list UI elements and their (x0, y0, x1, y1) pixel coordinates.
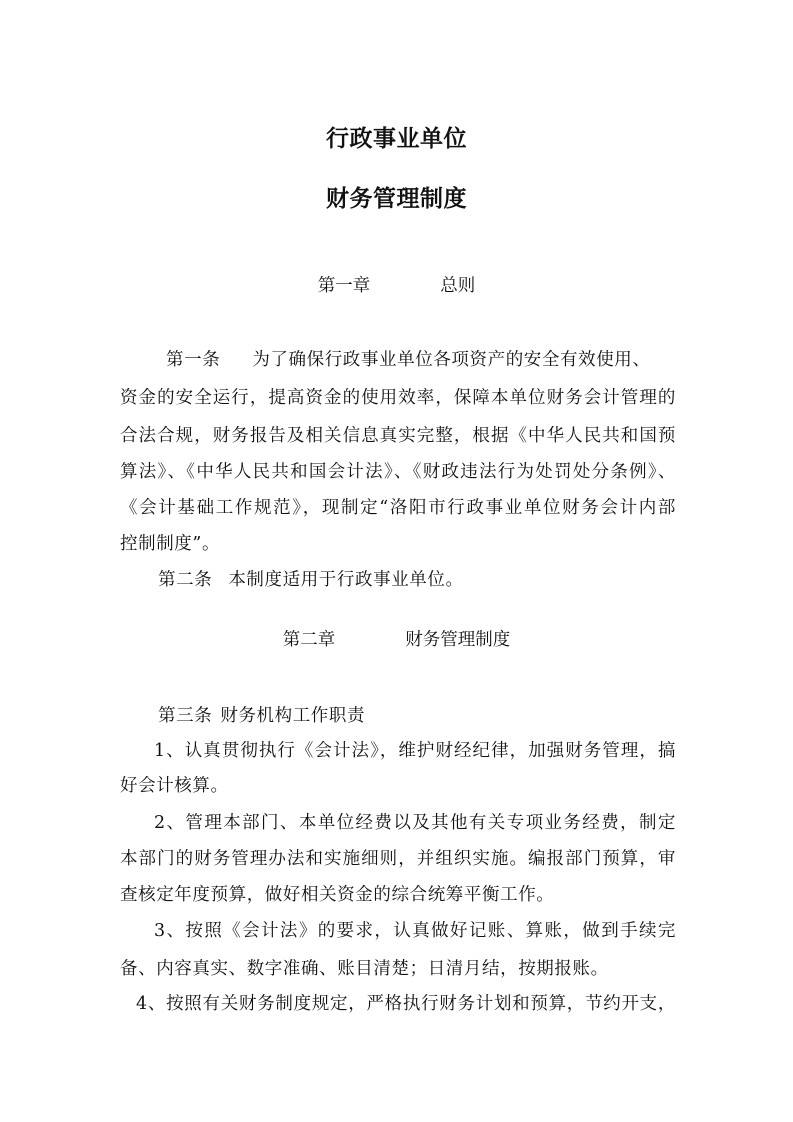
chapter-2-name: 财务管理制度 (405, 630, 511, 650)
article-1-line-3: 合法合规，财务报告及相关信息真实完整，根据《中华人民共和国预 (120, 426, 676, 446)
article-2 (158, 566, 464, 591)
article-1-line-2: 资金的安全运行，提高资金的使用效率，保障本单位财务会计管理的 (120, 388, 676, 408)
article-1-line-5: 《会计基础工作规范》，现制定“洛阳市行政事业单位财务会计内部 (120, 498, 676, 518)
article-3-label: 第三条 (158, 706, 213, 726)
item-2-line-3: 查核定年度预算，做好相关资金的综合统筹平衡工作。 (120, 885, 555, 905)
article-1-line-4: 算法》、《中华人民共和国会计法》、《财政违法行为处罚处分条例》、 (120, 462, 676, 482)
item-1-line-2: 好会计核算。 (120, 776, 229, 796)
chapter-1-name: 总则 (440, 276, 476, 296)
item-1-line-1: 1、认真贯彻执行《会计法》，维护财经纪律，加强财务管理，搞 (154, 741, 676, 761)
chapter-1-heading (0, 272, 793, 297)
item-4-line-1: 4、按照有关财务制度规定，严格执行财务计划和预算，节约开支， (136, 994, 676, 1014)
chapter-2-heading (0, 626, 793, 651)
item-2-line-1: 2、管理本部门、本单位经费以及其他有关专项业务经费，制定 (154, 813, 676, 833)
chapter-2-number: 第二章 (282, 630, 336, 650)
document-subtitle: 财务管理制度 (326, 186, 467, 212)
article-1-label: 第一条 (166, 350, 221, 370)
article-2-label: 第二条 (158, 570, 213, 590)
article-1-line-6: 控制制度”。 (120, 534, 221, 554)
article-2-text: 本制度适用于行政事业单位。 (228, 570, 464, 590)
article-3 (158, 702, 365, 727)
item-3-line-2: 备、内容真实、数字准确、账目清楚；日清月结，按期报账。 (120, 959, 609, 979)
article-3-text: 财务机构工作职责 (220, 706, 366, 726)
chapter-1-number: 第一章 (317, 276, 371, 296)
document-title: 行政事业单位 (326, 126, 467, 152)
item-2-line-2: 本部门的财务管理办法和实施细则，并组织实施。编报部门预算，审 (120, 849, 676, 869)
article-1-line-1: 第一条 为了确保行政事业单位各项资产的安全有效使用、 (166, 350, 651, 370)
item-3-line-1: 3、按照《会计法》的要求，认真做好记账、算账，做到手续完 (154, 921, 676, 941)
